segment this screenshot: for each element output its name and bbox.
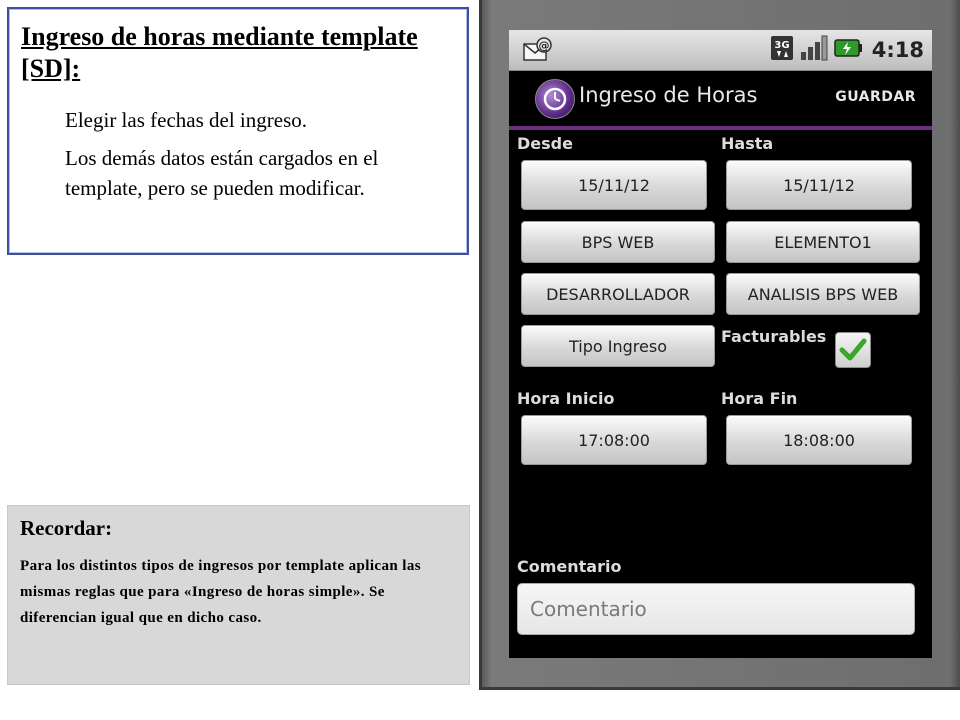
- battery-charging-icon: [834, 37, 862, 63]
- slide-title-box: [7, 7, 469, 255]
- slide-bullets: [65, 105, 455, 203]
- slide-title: Ingreso de horas mediante template [SD]:: [21, 22, 418, 83]
- status-bar: [509, 30, 932, 71]
- facturables-checkbox[interactable]: [835, 332, 871, 368]
- signal-icon: [800, 35, 828, 65]
- note-body: Para los distintos tipos de ingresos por template aplican las mismas reglas que para «Ingreso de horas simple». Se diferencian igual que en dicho caso.: [20, 558, 421, 626]
- checkmark-icon: [836, 333, 870, 367]
- status-clock: 4:18: [871, 38, 924, 62]
- hora-inicio-label: Hora Inicio: [517, 389, 615, 408]
- clock-app-icon: [535, 79, 575, 119]
- email-at-icon: [523, 37, 553, 63]
- project-select-button[interactable]: BPS WEB: [521, 221, 715, 263]
- hora-fin-button[interactable]: 18:08:00: [726, 415, 912, 465]
- status-icons: [770, 36, 924, 64]
- hora-inicio-button[interactable]: 17:08:00: [521, 415, 707, 465]
- role-select-button[interactable]: DESARROLLADOR: [521, 273, 715, 315]
- network-3g-icon: [770, 35, 794, 65]
- svg-text:@: @: [538, 39, 550, 52]
- note-heading: Recordar:: [20, 516, 113, 540]
- phone-screen: [509, 30, 932, 658]
- bullet-item: Elegir las fechas del ingreso.: [65, 108, 307, 132]
- svg-text:3G: 3G: [774, 40, 790, 51]
- app-title: Ingreso de Horas: [579, 83, 758, 107]
- comentario-input[interactable]: [517, 583, 915, 635]
- activity-select-button[interactable]: ANALISIS BPS WEB: [726, 273, 920, 315]
- guardar-button[interactable]: GUARDAR: [835, 89, 916, 105]
- hasta-date-button[interactable]: 15/11/12: [726, 160, 912, 210]
- hasta-label: Hasta: [721, 134, 774, 153]
- bullet-item: Los demás datos están cargados en el template, pero se pueden modificar.: [65, 146, 379, 200]
- action-bar: [509, 71, 932, 130]
- tipo-ingreso-button[interactable]: Tipo Ingreso: [521, 325, 715, 367]
- desde-label: Desde: [517, 134, 573, 153]
- hora-fin-label: Hora Fin: [721, 389, 798, 408]
- facturables-label: Facturables: [721, 327, 827, 346]
- comentario-label: Comentario: [517, 557, 622, 576]
- desde-date-button[interactable]: 15/11/12: [521, 160, 707, 210]
- element-select-button[interactable]: ELEMENTO1: [726, 221, 920, 263]
- recordar-note-box: [7, 505, 470, 685]
